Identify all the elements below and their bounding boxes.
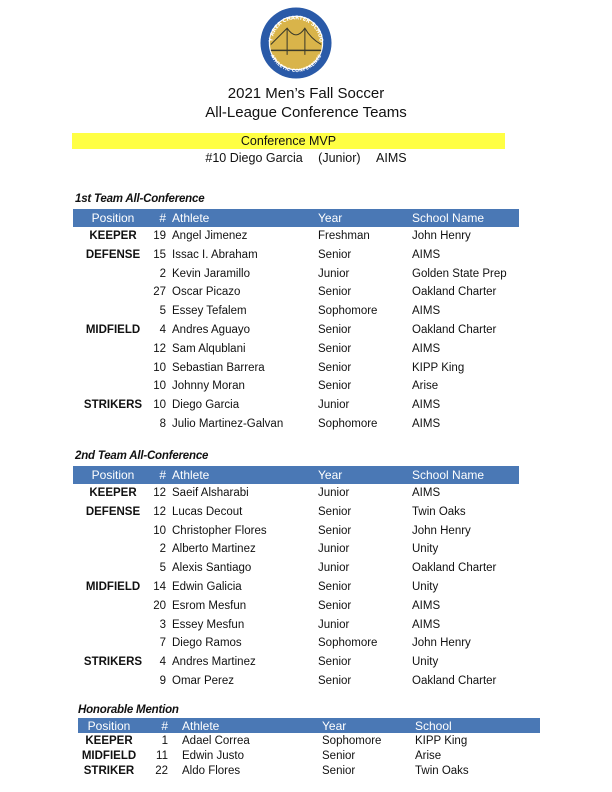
cell-year: Junior — [318, 267, 350, 280]
cell-school: Oakland Charter — [412, 286, 497, 299]
cell-athlete: Aldo Flores — [182, 765, 241, 777]
cell-position: DEFENSE — [85, 505, 141, 518]
cell-year: Senior — [318, 505, 352, 518]
cell-athlete: Alberto Martinez — [172, 543, 256, 556]
cell-num: 12 — [153, 505, 166, 518]
cell-num: 4 — [159, 324, 166, 336]
cell-year: Sophomore — [318, 305, 378, 318]
column-header: Position — [91, 211, 135, 225]
cell-school: John Henry — [412, 524, 471, 537]
column-header: School Name — [412, 211, 485, 225]
cell-year: Senior — [318, 599, 352, 612]
cell-school: AIMS — [412, 599, 441, 612]
cell-year: Sophomore — [318, 418, 378, 430]
table-row — [0, 674, 612, 692]
cell-athlete: Johnny Moran — [172, 380, 245, 393]
column-header: Year — [318, 211, 343, 225]
cell-school: Unity — [412, 543, 439, 556]
table-row — [0, 229, 612, 247]
table-row — [0, 734, 612, 749]
cell-athlete: Issac I. Abraham — [172, 248, 258, 261]
table-row — [0, 267, 612, 285]
cell-num: 15 — [153, 248, 166, 261]
svg-text:ATHLETIC CONFERENCE: ATHLETIC CONFERENCE — [268, 54, 324, 75]
cell-num: 8 — [159, 418, 166, 430]
cell-school: AIMS — [412, 487, 441, 499]
cell-school: Golden State Prep — [412, 267, 507, 280]
mvp-details — [0, 151, 612, 165]
table-row — [0, 417, 612, 435]
mvp-name: #10 Diego Garcia — [205, 151, 303, 165]
cell-school: Unity — [412, 581, 439, 593]
cell-school: John Henry — [412, 637, 471, 650]
page-title: 2021 Men’s Fall Soccer — [227, 85, 385, 102]
cell-school: AIMS — [412, 342, 441, 355]
cell-position: KEEPER — [85, 735, 133, 747]
cell-position: STRIKERS — [83, 399, 143, 412]
cell-year: Senior — [318, 324, 352, 336]
cell-num: 12 — [153, 487, 166, 499]
first-team-header — [73, 209, 519, 227]
cell-num: 27 — [153, 286, 166, 299]
cell-year: Senior — [318, 524, 352, 537]
cell-num: 10 — [153, 399, 166, 412]
cell-school: AIMS — [412, 618, 441, 631]
table-row — [0, 342, 612, 360]
cell-athlete: Lucas Decout — [172, 505, 243, 518]
table-row — [0, 542, 612, 560]
cell-athlete: Omar Perez — [172, 675, 234, 687]
cell-year: Senior — [318, 361, 352, 374]
table-row — [0, 285, 612, 303]
table-row — [0, 655, 612, 673]
table-row — [0, 486, 612, 504]
cell-athlete: Edwin Justo — [182, 750, 245, 762]
cell-school: AIMS — [412, 305, 441, 318]
cell-num: 4 — [159, 656, 166, 669]
cell-year: Senior — [322, 750, 356, 762]
column-header: Athlete — [182, 719, 220, 733]
first-team-title: 1st Team All-Conference — [75, 193, 205, 205]
cell-position: STRIKER — [83, 765, 135, 777]
mvp-school: AIMS — [376, 151, 407, 165]
cell-year: Freshman — [318, 230, 370, 242]
cell-num: 19 — [153, 230, 166, 242]
cell-athlete: Kevin Jaramillo — [172, 267, 250, 280]
honorable-header — [78, 718, 540, 733]
honorable-title: Honorable Mention — [78, 704, 179, 716]
table-row — [0, 580, 612, 598]
cell-athlete: Andres Aguayo — [172, 324, 251, 336]
cell-athlete: Essey Tefalem — [172, 305, 247, 318]
cell-position: MIDFIELD — [85, 324, 141, 336]
table-row — [0, 524, 612, 542]
cell-position: DEFENSE — [85, 248, 141, 261]
conference-logo — [259, 6, 333, 80]
second-team-header — [73, 466, 519, 484]
cell-num: 5 — [159, 305, 166, 318]
cell-year: Junior — [318, 562, 350, 575]
column-header: Year — [322, 719, 347, 733]
page-subtitle: All-League Conference Teams — [205, 104, 407, 121]
cell-school: Arise — [415, 750, 442, 762]
cell-position: KEEPER — [89, 487, 137, 499]
cell-num: 3 — [159, 618, 166, 631]
cell-athlete: Andres Martinez — [172, 656, 256, 669]
cell-num: 14 — [153, 581, 166, 593]
cell-year: Sophomore — [322, 735, 382, 747]
column-header: # — [159, 211, 166, 225]
cell-athlete: Alexis Santiago — [172, 562, 252, 575]
second-team-title: 2nd Team All-Conference — [75, 450, 209, 462]
column-header: Year — [318, 468, 343, 482]
cell-year: Junior — [318, 543, 350, 556]
cell-year: Senior — [318, 248, 352, 261]
svg-text:BAY AREA CHARTER SCHOOLS: Y AREA CHARTER SCHOO — [268, 15, 324, 43]
table-row — [0, 749, 612, 764]
cell-school: AIMS — [412, 418, 441, 430]
cell-position: STRIKERS — [83, 656, 143, 669]
cell-year: Junior — [318, 399, 350, 412]
table-row — [0, 379, 612, 397]
table-row — [0, 636, 612, 654]
table-row — [0, 599, 612, 617]
table-row — [0, 304, 612, 322]
cell-num: 9 — [159, 675, 166, 687]
column-header: Position — [87, 719, 131, 733]
cell-school: KIPP King — [415, 735, 468, 747]
cell-school: Twin Oaks — [412, 505, 466, 518]
cell-athlete: Saeif Alsharabi — [172, 487, 249, 499]
cell-position: MIDFIELD — [85, 581, 141, 593]
cell-athlete: Diego Ramos — [172, 637, 242, 650]
table-row — [0, 618, 612, 636]
cell-num: 10 — [153, 380, 166, 393]
table-row — [0, 764, 612, 779]
cell-num: 1 — [161, 735, 168, 747]
cell-num: 12 — [153, 342, 166, 355]
cell-school: KIPP King — [412, 361, 465, 374]
cell-school: AIMS — [412, 248, 441, 261]
cell-num: 20 — [153, 599, 166, 612]
cell-athlete: Sam Alqublani — [172, 342, 246, 355]
table-row — [0, 561, 612, 579]
cell-year: Senior — [318, 656, 352, 669]
cell-athlete: Diego Garcia — [172, 399, 240, 412]
cell-athlete: Adael Correa — [182, 735, 250, 747]
cell-num: 5 — [159, 562, 166, 575]
cell-year: Senior — [318, 675, 352, 687]
cell-school: Oakland Charter — [412, 324, 497, 336]
cell-school: Arise — [412, 380, 439, 393]
cell-num: 2 — [159, 543, 166, 556]
cell-num: 10 — [153, 361, 166, 374]
cell-athlete: Esrom Mesfun — [172, 599, 247, 612]
column-header: Athlete — [172, 468, 210, 482]
cell-num: 10 — [153, 524, 166, 537]
column-header: School Name — [412, 468, 485, 482]
cell-athlete: Sebastian Barrera — [172, 361, 265, 374]
table-row — [0, 505, 612, 523]
cell-year: Senior — [318, 581, 352, 593]
cell-athlete: Oscar Picazo — [172, 286, 241, 299]
column-header: Position — [91, 468, 135, 482]
cell-position: MIDFIELD — [81, 750, 137, 762]
cell-year: Senior — [318, 380, 352, 393]
cell-year: Junior — [318, 487, 350, 499]
cell-num: 7 — [159, 637, 166, 650]
cell-school: Oakland Charter — [412, 675, 497, 687]
table-row — [0, 361, 612, 379]
cell-school: Twin Oaks — [415, 765, 469, 777]
cell-athlete: Christopher Flores — [172, 524, 267, 537]
cell-athlete: Edwin Galicia — [172, 581, 242, 593]
column-header: School — [415, 719, 452, 733]
mvp-banner: Conference MVP — [72, 133, 505, 149]
cell-school: Unity — [412, 656, 439, 669]
cell-year: Junior — [318, 618, 350, 631]
cell-athlete: Julio Martinez-Galvan — [172, 418, 284, 430]
column-header: Athlete — [172, 211, 210, 225]
cell-num: 2 — [159, 267, 166, 280]
mvp-year: (Junior) — [318, 151, 361, 165]
table-row — [0, 323, 612, 341]
cell-num: 11 — [156, 750, 168, 762]
column-header: # — [159, 468, 166, 482]
cell-school: AIMS — [412, 399, 441, 412]
cell-year: Senior — [322, 765, 356, 777]
cell-year: Senior — [318, 286, 352, 299]
cell-position: KEEPER — [89, 230, 137, 242]
cell-num: 22 — [155, 765, 168, 777]
cell-athlete: Essey Mesfun — [172, 618, 245, 631]
column-header: # — [161, 719, 168, 733]
cell-year: Sophomore — [318, 637, 378, 650]
cell-athlete: Angel Jimenez — [172, 230, 248, 242]
table-row — [0, 248, 612, 266]
cell-year: Senior — [318, 342, 352, 355]
cell-school: Oakland Charter — [412, 562, 497, 575]
table-row — [0, 398, 612, 416]
cell-school: John Henry — [412, 230, 471, 242]
